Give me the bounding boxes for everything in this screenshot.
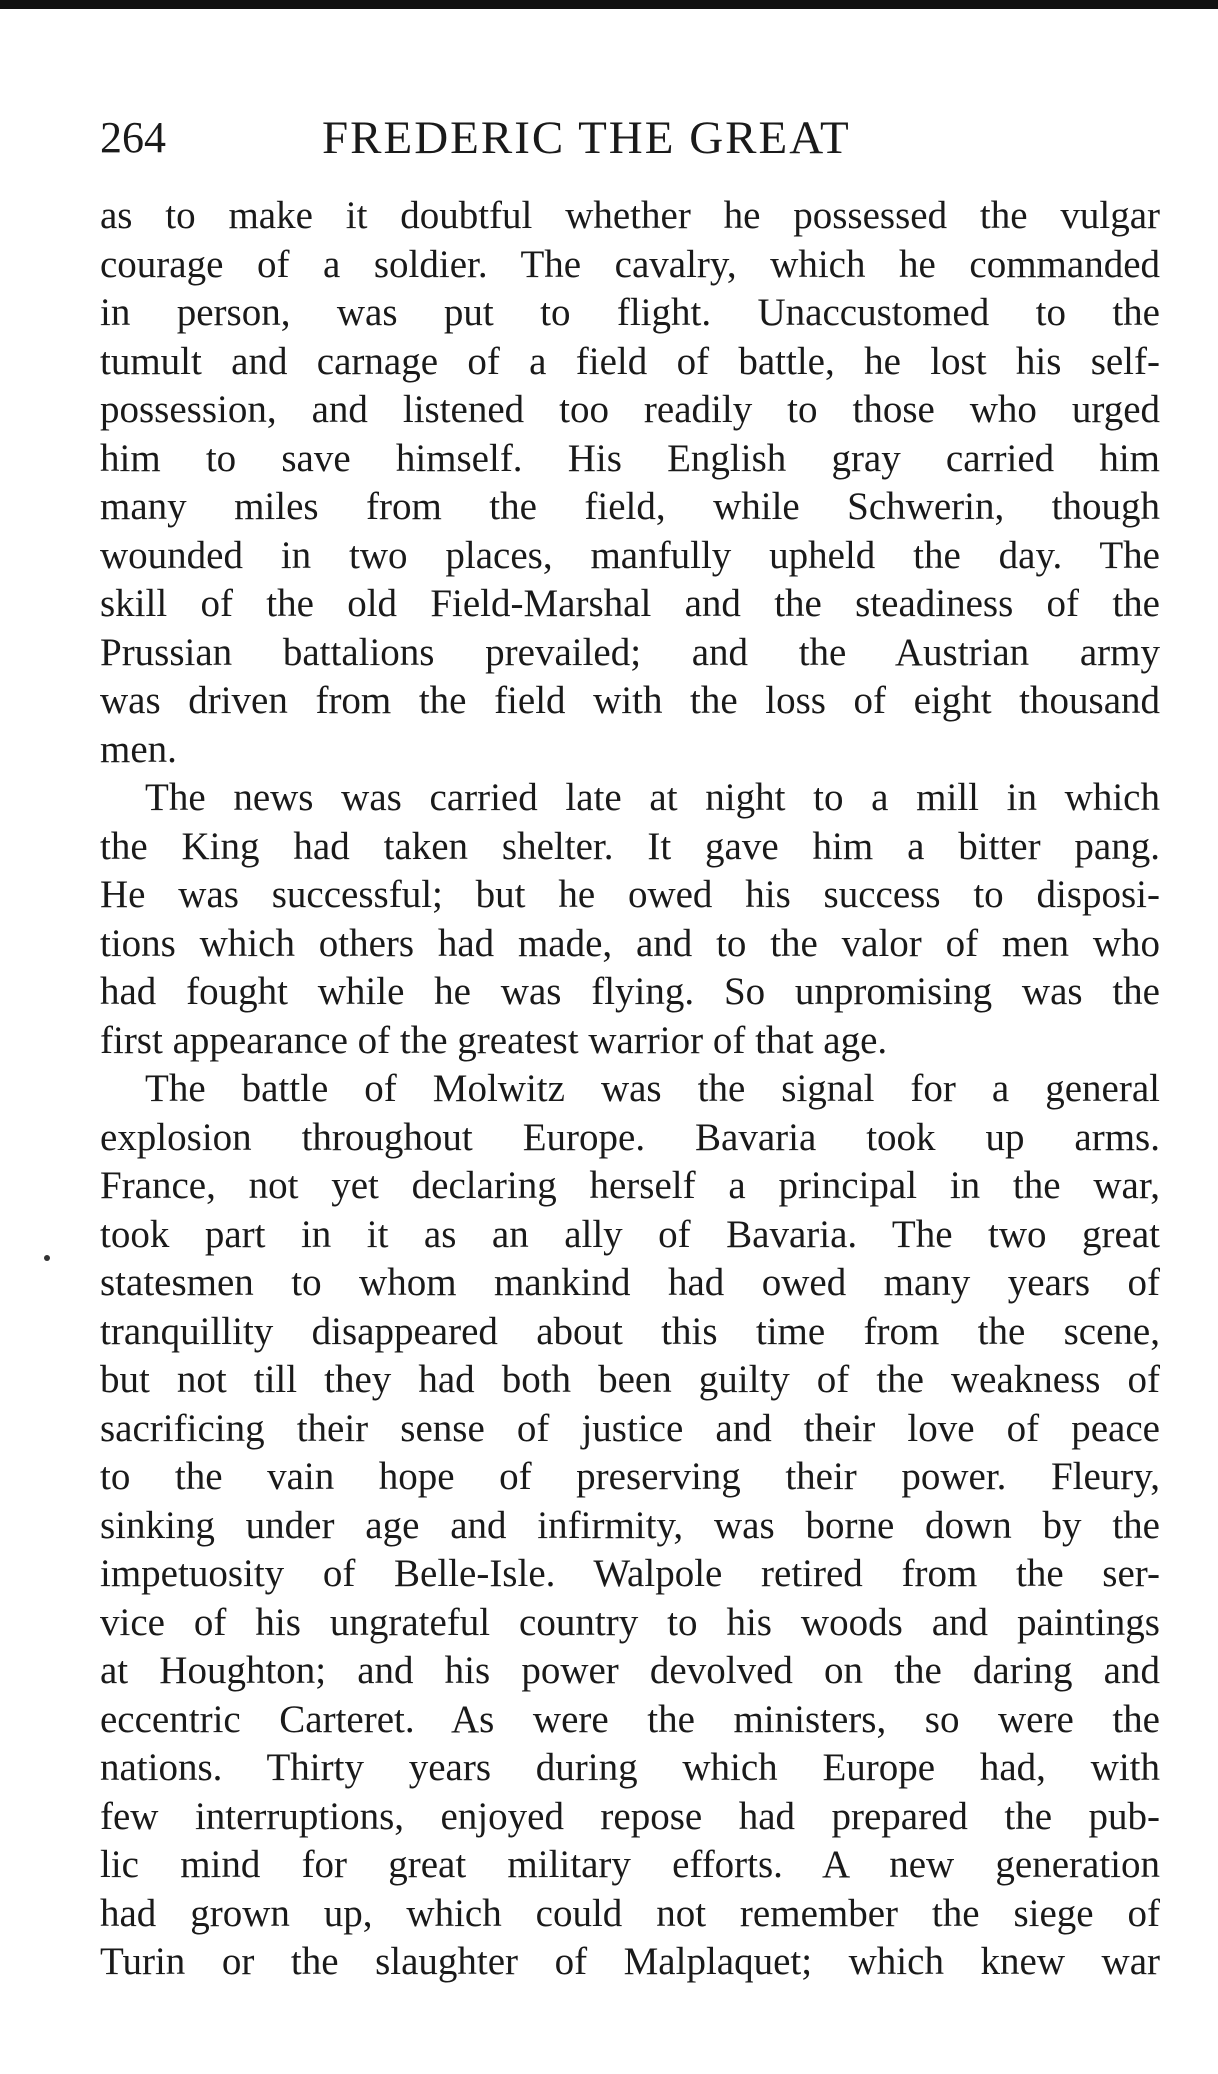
text-line: wounded in two places, manfully upheld the day. The xyxy=(100,533,1160,577)
text-line: nations. Thirty years during which Europe had, with xyxy=(100,1746,1160,1789)
text-line: few interruptions, enjoyed repose had prepared the pub- xyxy=(100,1794,1160,1838)
page-number: 264 xyxy=(100,113,166,162)
text-line: vice of his ungrateful country to his woods and paintings xyxy=(100,1600,1160,1644)
text-line: tranquillity disappeared about this time from the scene, xyxy=(100,1309,1160,1353)
text-line: skill of the old Field-Marshal and the steadiness of the xyxy=(100,582,1160,625)
text-line: had fought while he was flying. So unpromising was the xyxy=(100,970,1160,1013)
text-line: explosion throughout Europe. Bavaria took up arms. xyxy=(100,1115,1160,1159)
paragraph-end-line: first appearance of the greatest warrior of that age. xyxy=(100,1018,888,1062)
text-line: lic mind for great military efforts. A new generation xyxy=(100,1843,1160,1886)
text-line: France, not yet declaring herself a principal in the war, xyxy=(100,1164,1160,1207)
text-line: statesmen to whom mankind had owed many years of xyxy=(100,1261,1160,1304)
text-line: at Houghton; and his power devolved on the daring and xyxy=(100,1649,1160,1692)
page-header xyxy=(100,108,1160,168)
text-line: tumult and carnage of a field of battle, he lost his self- xyxy=(100,339,1160,383)
text-line: the King had taken shelter. It gave him a bitter pang. xyxy=(100,824,1160,868)
text-line: tions which others had made, and to the valor of men who xyxy=(100,921,1160,965)
text-line: sacrificing their sense of justice and their love of peace xyxy=(100,1406,1160,1450)
text-line: in person, was put to flight. Unaccustomed to the xyxy=(100,291,1160,334)
top-border-rule xyxy=(0,0,1218,9)
text-line: impetuosity of Belle-Isle. Walpole retired from the ser- xyxy=(100,1552,1160,1595)
text-line: eccentric Carteret. As were the ministers, so were the xyxy=(100,1697,1160,1741)
body-text xyxy=(100,192,1160,1987)
text-line: He was successful; but he owed his success to disposi- xyxy=(100,873,1160,916)
text-line: had grown up, which could not remember the siege of xyxy=(100,1891,1160,1935)
running-head-title: FREDERIC THE GREAT xyxy=(322,112,851,164)
margin-mark xyxy=(44,1255,50,1261)
text-line: courage of a soldier. The cavalry, which he commanded xyxy=(100,242,1160,286)
paragraph-start-line: The battle of Molwitz was the signal for a general xyxy=(145,1067,1160,1110)
paragraph-start-line: The news was carried late at night to a mill in which xyxy=(145,776,1160,819)
text-line: Turin or the slaughter of Malplaquet; which knew war xyxy=(100,1940,1160,1983)
paragraph-end-line: men. xyxy=(100,727,177,771)
text-line: Prussian battalions prevailed; and the Austrian army xyxy=(100,630,1160,674)
text-line: took part in it as an ally of Bavaria. The two great xyxy=(100,1212,1160,1256)
text-line: possession, and listened too readily to those who urged xyxy=(100,388,1160,431)
text-line: was driven from the field with the loss of eight thousand xyxy=(100,679,1160,722)
text-line: as to make it doubtful whether he possessed the vulgar xyxy=(100,194,1160,237)
text-line: to the vain hope of preserving their power. Fleury, xyxy=(100,1455,1160,1498)
text-line: him to save himself. His English gray carried him xyxy=(100,436,1160,480)
text-line: but not till they had both been guilty of the weakness of xyxy=(100,1358,1160,1401)
text-line: many miles from the field, while Schwerin, though xyxy=(100,485,1160,528)
text-line: sinking under age and infirmity, was borne down by the xyxy=(100,1503,1160,1547)
